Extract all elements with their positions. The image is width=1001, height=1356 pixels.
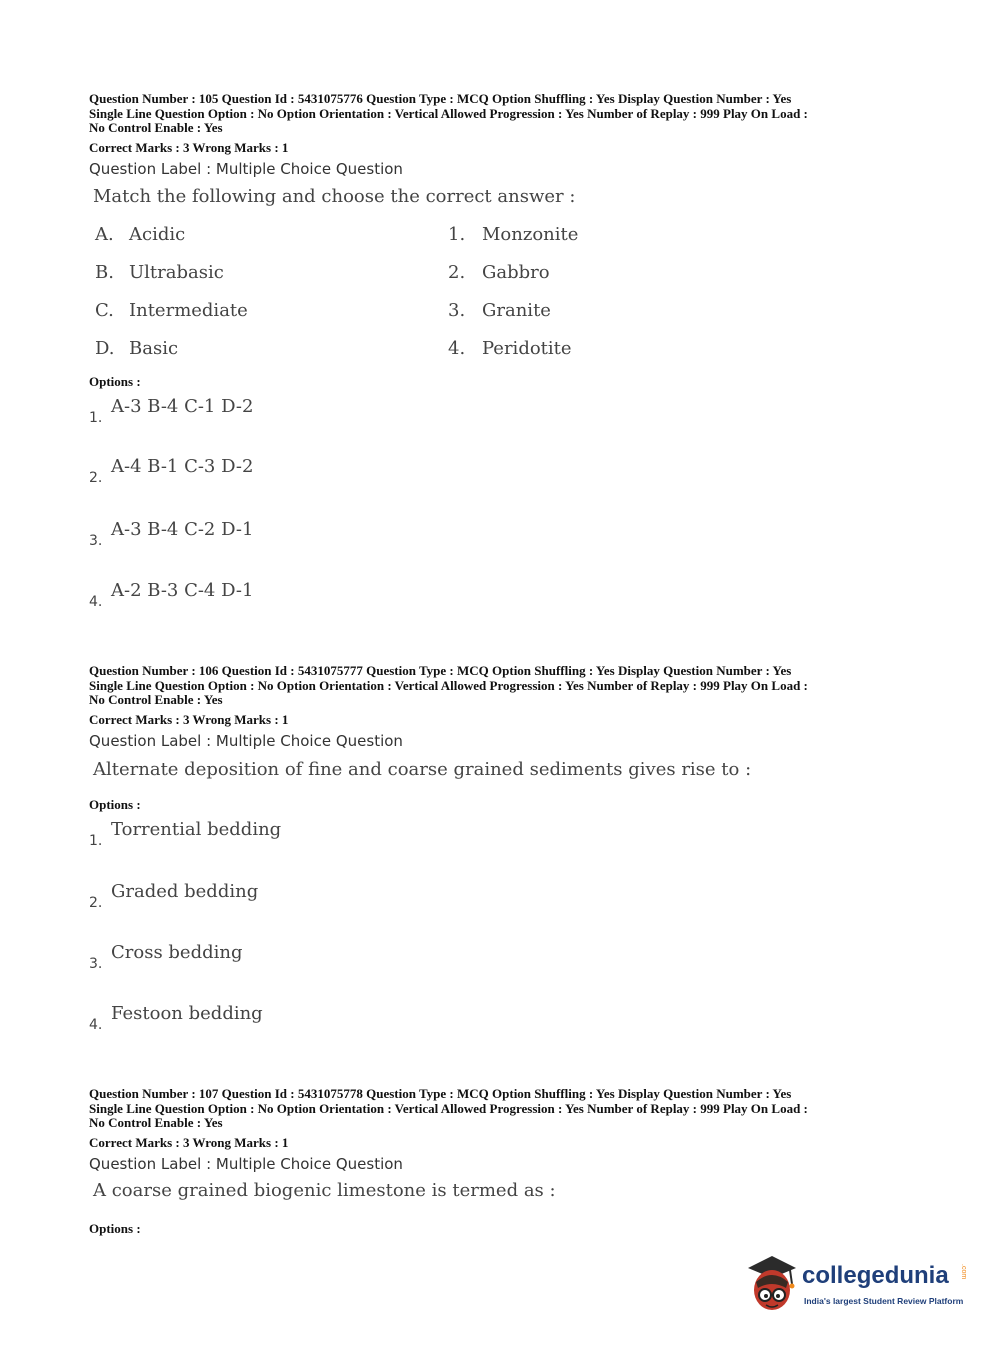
match-right-3: 3. Granite [448,300,551,321]
match-right-1: 1. Monzonite [448,224,579,245]
meta-line: Question Number : 106 Question Id : 5431075777 Question Type : MCQ Option Shuffling : Yes Display Question Number : Yes [89,663,792,678]
logo-suffix: .com [960,1264,967,1280]
option-item[interactable] [89,1003,489,1043]
option-item[interactable] [89,942,489,982]
meta-line: No Control Enable : Yes [89,692,223,707]
collegedunia-logo[interactable] [742,1250,972,1320]
question-105-options-label: Options : [89,374,141,389]
option-number: 1. [89,410,103,426]
option-number: 2. [89,895,103,911]
match-left-a: A. Acidic [95,224,186,245]
meta-line: Question Number : 105 Question Id : 5431075776 Question Type : MCQ Option Shuffling : Yes Display Question Number : Yes [89,91,792,106]
match-left-c: C. Intermediate [95,300,248,321]
match-left-b: B. Ultrabasic [95,262,224,283]
logo-tagline: India's largest Student Review Platform [804,1296,964,1306]
question-106-marks: Correct Marks : 3 Wrong Marks : 1 [89,712,289,727]
question-105-meta [89,92,919,136]
question-107-marks: Correct Marks : 3 Wrong Marks : 1 [89,1135,289,1150]
meta-line: Single Line Question Option : No Option Orientation : Vertical Allowed Progression : Yes Number of Replay : 999 Play On Load : [89,1100,808,1116]
option-text: Festoon bedding [111,1003,263,1024]
meta-line: Single Line Question Option : No Option Orientation : Vertical Allowed Progression : Yes Number of Replay : 999 Play On Load : [89,677,808,693]
option-item[interactable] [89,456,489,496]
meta-line: Single Line Question Option : No Option Orientation : Vertical Allowed Progression : Yes Number of Replay : 999 Play On Load : [89,105,808,121]
option-number: 3. [89,533,103,549]
question-105-text: Match the following and choose the correct answer : [93,186,576,207]
question-106-text: Alternate deposition of fine and coarse grained sediments gives rise to : [93,759,752,780]
option-item[interactable] [89,819,489,859]
question-105-label: Question Label : Multiple Choice Question [89,160,403,178]
question-106-options-label: Options : [89,797,141,812]
option-item[interactable] [89,396,489,436]
option-number: 4. [89,594,103,610]
logo-wordmark: collegedunia [802,1262,949,1289]
question-106-label: Question Label : Multiple Choice Question [89,732,403,750]
question-107-text: A coarse grained biogenic limestone is termed as : [93,1180,556,1201]
option-number: 2. [89,470,103,486]
option-text: A-4 B-1 C-3 D-2 [111,456,254,477]
match-left-d: D. Basic [95,338,179,359]
option-text: A-3 B-4 C-2 D-1 [111,519,254,540]
question-107-meta [89,1087,919,1131]
option-number: 1. [89,833,103,849]
mascot-icon [742,1250,802,1320]
meta-line: Question Number : 107 Question Id : 5431075778 Question Type : MCQ Option Shuffling : Yes Display Question Number : Yes [89,1086,792,1101]
option-item[interactable] [89,580,489,620]
match-right-4: 4. Peridotite [448,338,572,359]
question-105-marks: Correct Marks : 3 Wrong Marks : 1 [89,140,289,155]
question-107-label: Question Label : Multiple Choice Question [89,1155,403,1173]
option-text: Graded bedding [111,881,259,902]
question-107-options-label: Options : [89,1221,141,1236]
meta-line: No Control Enable : Yes [89,1115,223,1130]
option-text: Cross bedding [111,942,243,963]
option-text: Torrential bedding [111,819,282,840]
option-number: 3. [89,956,103,972]
option-item[interactable] [89,881,489,921]
option-text: A-3 B-4 C-1 D-2 [111,396,254,417]
option-number: 4. [89,1017,103,1033]
option-text: A-2 B-3 C-4 D-1 [111,580,254,601]
match-right-2: 2. Gabbro [448,262,550,283]
question-106-meta [89,664,919,708]
option-item[interactable] [89,519,489,559]
meta-line: No Control Enable : Yes [89,120,223,135]
